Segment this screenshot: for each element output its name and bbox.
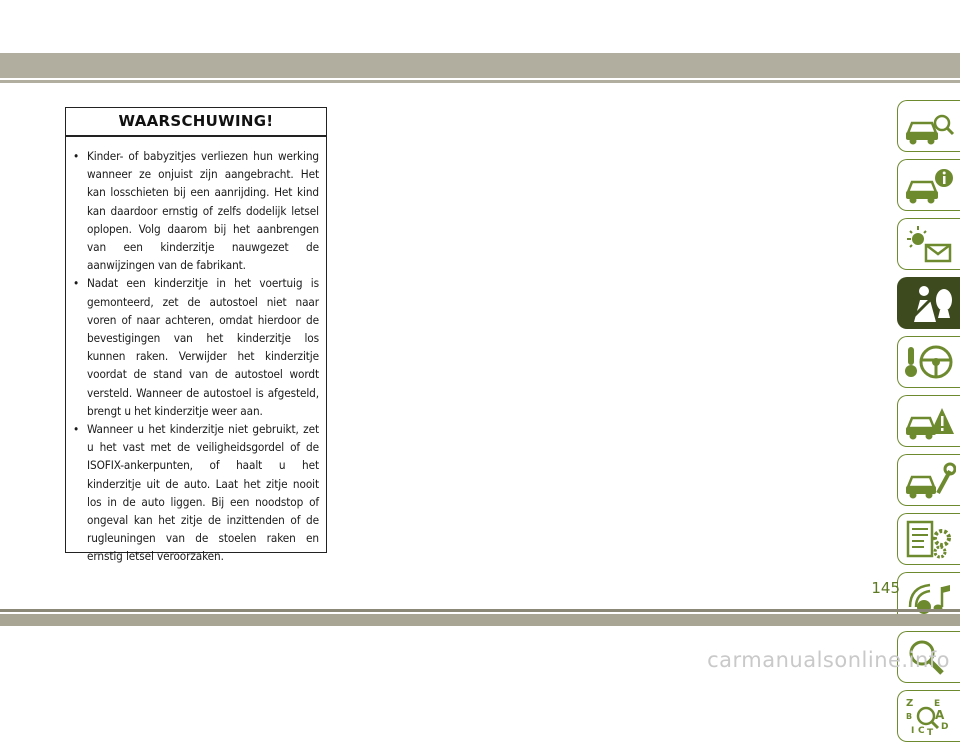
warning-item-text: Wanneer u het kinderzitje niet gebruikt, zet u het vast met de veiligheidsgordel of de ISOFIX-ankerpunten, of haalt u het kinderzitje uit de auto. Laat het zitje nooit los in de auto liggen. Bij een noodstop of ongeval kan het zitje de inzittenden of de rugleuningen van de stoelen raken en ernstig letsel veroorzaken.: [87, 422, 319, 564]
footer-rule: [0, 609, 960, 612]
tab-steering-key[interactable]: [897, 336, 960, 388]
alphabetical-index-icon: [902, 695, 956, 737]
tab-car-search[interactable]: [897, 100, 960, 152]
svg-text:C: C: [918, 726, 925, 736]
footer-band: [0, 614, 960, 626]
car-wrench-icon: [902, 459, 956, 501]
car-info-icon: [902, 164, 956, 206]
svg-text:Z: Z: [906, 698, 914, 709]
tab-warning-lights[interactable]: [897, 218, 960, 270]
warning-item-text: Nadat een kinderzitje in het voertuig is gemonteerd, zet de autostoel niet naar voren of naar achteren, omdat hierdoor de bevestigingen van het kinderzitje los kunnen raken. Verwijder het kinderzitje voordat de stand van de autostoel wordt versteld. Wanneer de autostoel is afgesteld, brengt u het kinderzitje weer aan.: [87, 276, 319, 418]
warning-title: WAARSCHUWING!: [66, 108, 326, 137]
warning-item-1: [73, 147, 319, 274]
multimedia-music-icon: [902, 577, 956, 619]
warning-item-2: [73, 274, 319, 420]
bullet-icon: •: [73, 276, 80, 291]
svg-text:A: A: [935, 708, 945, 722]
svg-text:T: T: [927, 728, 934, 737]
bullet-icon: •: [73, 422, 80, 437]
bullet-icon: •: [73, 149, 80, 163]
warning-list: [66, 137, 326, 566]
page-number: 145: [871, 579, 900, 597]
header-rule: [0, 80, 960, 83]
watermark: carmanualsonline.info: [707, 648, 950, 672]
svg-text:E: E: [934, 699, 941, 709]
tab-specs-gear[interactable]: [897, 513, 960, 565]
header-band: [0, 53, 960, 78]
svg-text:I: I: [911, 726, 915, 736]
warning-item-3: [73, 420, 319, 566]
tab-seatbelt-airbag[interactable]: [897, 277, 960, 329]
car-hazard-icon: [902, 400, 956, 442]
tab-car-wrench[interactable]: [897, 454, 960, 506]
svg-text:B: B: [906, 712, 913, 721]
car-search-icon: [902, 105, 956, 147]
tab-index[interactable]: [897, 690, 960, 742]
svg-text:D: D: [941, 722, 949, 732]
steering-wheel-key-icon: [902, 341, 956, 383]
warning-box: [65, 107, 327, 564]
warning-light-message-icon: [902, 223, 956, 265]
warning-item-text: Kinder- of babyzitjes verliezen hun werking wanneer ze onjuist zijn aangebracht. Het kan losschieten bij een aanrijding. Het kind kan daardoor ernstig of zelfs dodelijk letsel oplopen. Volg daarom bij het aanbrengen van een kinderzitje nauwgezet de aanwijzingen van de fabrikant.: [87, 149, 319, 273]
tab-car-info[interactable]: [897, 159, 960, 211]
tab-car-hazard[interactable]: [897, 395, 960, 447]
specs-gear-icon: [902, 518, 956, 560]
seatbelt-airbag-icon: [902, 282, 956, 324]
